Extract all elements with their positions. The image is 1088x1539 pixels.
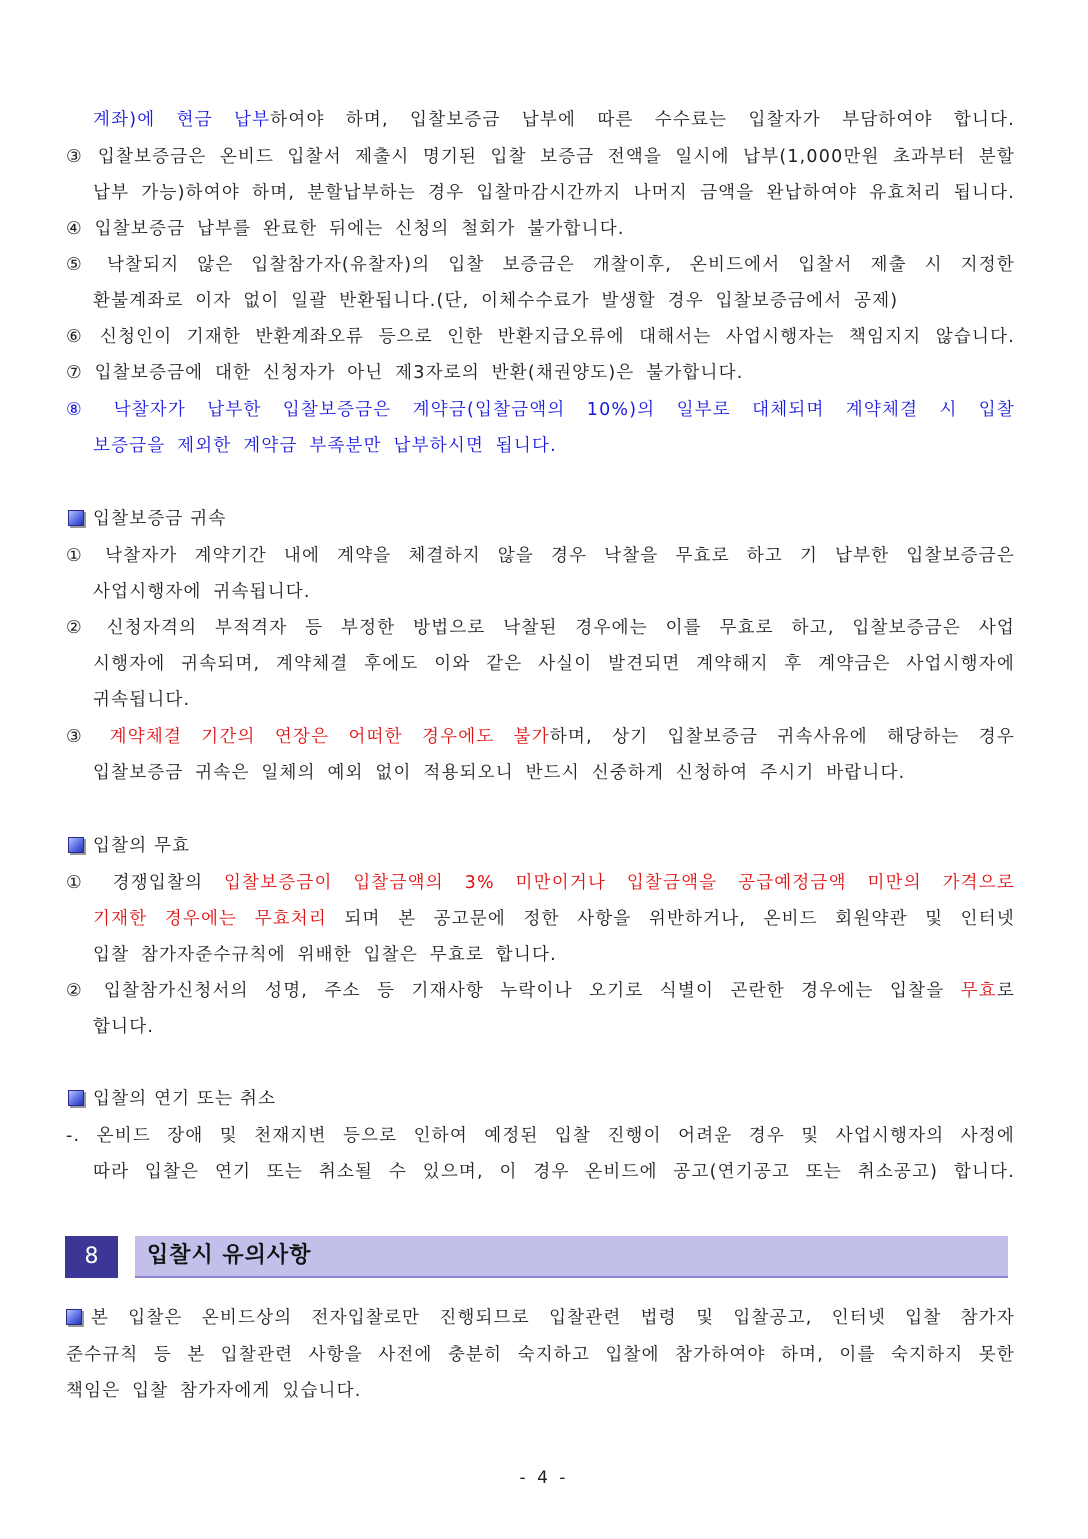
forfeit-item-3 [66,725,1015,749]
forfeit-heading-text: 입찰보증금 귀속 [93,509,227,529]
invalid-item-1-cont-highlight: 기재한 경우에는 무효처리 [93,909,328,929]
invalid-item-1-cont-rest: 되며 본 공고문에 정한 사항을 위반하거나, 온비드 회원약관 및 인터넷 [327,909,1015,929]
deposit-line-1-rest: 하여야 하며, 입찰보증금 납부에 따른 수수료는 입찰자가 부담하여야 합니다. [270,110,1015,130]
invalid-item-1-cont2: 입찰 참가자준수규칙에 위배한 입찰은 무효로 합니다. [93,945,557,965]
deposit-item-4: ④ 입찰보증금 납부를 완료한 뒤에는 신청의 철회가 불가합니다. [66,219,625,239]
forfeit-item-1: ① 낙찰자가 계약기간 내에 계약을 체결하지 않을 경우 낙찰을 무효로 하고 기 납부한 입찰보증금은 [66,546,1015,566]
invalid-item-2-pre: ② 입찰참가신청서의 성명, 주소 등 기재사항 누락이나 오기로 식별이 곤란한 경우에는 입찰을 [66,981,961,1001]
postpone-heading [68,1087,276,1111]
deposit-line-1 [93,108,1015,132]
invalid-item-2-highlight: 무효 [960,981,997,1001]
forfeit-item-2-cont2: 귀속됩니다. [93,690,191,710]
deposit-item-7: ⑦ 입찰보증금에 대한 신청자가 아닌 제3자로의 반환(채권양도)은 불가합니다. [66,363,744,383]
forfeit-item-3-rest: 하며, 상기 입찰보증금 귀속사유에 해당하는 경우 [549,727,1016,747]
deposit-item-8-cont: 보증금을 제외한 계약금 부족분만 납부하시면 됩니다. [93,436,557,456]
deposit-item-3: ③ 입찰보증금은 온비드 입찰서 제출시 명기된 입찰 보증금 전액을 일시에 납부(1,000만원 초과부터 분할 [66,147,1015,167]
forfeit-item-1-cont: 사업시행자에 귀속됩니다. [93,582,311,602]
square-bullet-icon [66,1309,82,1325]
forfeit-item-3-highlight: 계약체결 기간의 연장은 어떠한 경우에도 불가 [109,727,550,747]
deposit-item-5: ⑤ 낙찰되지 않은 입찰참가자(유찰자)의 입찰 보증금은 개찰이후, 온비드에서 입찰서 제출 시 지정한 [66,255,1015,275]
postpone-item-1-cont: 따라 입찰은 연기 또는 취소될 수 있으며, 이 경우 온비드에 공고(연기공고 또는 취소공고) 합니다. [93,1162,1015,1182]
deposit-item-6: ⑥ 신청인이 기재한 반환계좌오류 등으로 인한 반환지급오류에 대해서는 사업시행자는 책임지지 않습니다. [66,327,1015,347]
invalid-heading-text: 입찰의 무효 [93,836,191,856]
deposit-item-8: ⑧ 낙찰자가 납부한 입찰보증금은 계약금(입찰금액의 10%)의 일부로 대체되며 계약체결 시 입찰 [66,400,1015,420]
postpone-heading-text: 입찰의 연기 또는 취소 [93,1089,277,1109]
deposit-line-1-highlight: 계좌)에 현금 납부 [93,110,271,130]
square-bullet-icon [68,1090,84,1106]
deposit-item-3-cont: 납부 가능)하여야 하며, 분할납부하는 경우 입찰마감시간까지 나머지 금액을 완납하여야 유효처리 됩니다. [93,183,1015,203]
invalid-item-1-pre: ① 경쟁입찰의 [66,873,224,893]
section-number: 8 [65,1236,118,1278]
notice-line-2: 준수규칙 등 본 입찰관련 사항을 사전에 충분히 숙지하고 입찰에 참가하여야 하며, 이를 숙지하지 못한 [66,1345,1015,1365]
section-title-bar [135,1236,1008,1278]
invalid-item-2-cont: 합니다. [93,1017,155,1037]
square-bullet-icon [68,510,84,526]
square-bullet-icon [68,837,84,853]
notice-line-1-text: 본 입찰은 온비드상의 전자입찰로만 진행되므로 입찰관련 법령 및 입찰공고, 인터넷 입찰 참가자 [91,1308,1015,1328]
forfeit-item-2: ② 신청자격의 부적격자 등 부정한 방법으로 낙찰된 경우에는 이를 무효로 하고, 입찰보증금은 사업 [66,618,1015,638]
invalid-item-1-cont [93,907,1015,931]
invalid-item-2 [66,979,1015,1003]
notice-line-3: 책임은 입찰 참가자에게 있습니다. [66,1381,362,1401]
invalid-item-1-highlight: 입찰보증금이 입찰금액의 3% 미만이거나 입찰금액을 공급예정금액 미만의 가격으로 [223,873,1015,893]
deposit-item-5-cont: 환불계좌로 이자 없이 일괄 반환됩니다.(단, 이체수수료가 발생할 경우 입찰보증금에서 공제) [93,291,899,311]
notice-line-1 [66,1306,1015,1330]
forfeit-item-3-num: ③ [66,727,110,747]
forfeit-item-2-cont: 시행자에 귀속되며, 계약체결 후에도 이와 같은 사실이 발견되면 계약해지 후 계약금은 사업시행자에 [93,654,1015,674]
section-title: 입찰시 유의사항 [147,1243,312,1268]
invalid-item-2-post: 로 [996,981,1015,1001]
forfeit-item-3-cont: 입찰보증금 귀속은 일체의 예외 없이 적용되오니 반드시 신중하게 신청하여 주시기 바랍니다. [93,763,906,783]
page-number: - 4 - [519,1468,569,1488]
invalid-item-1 [66,871,1015,895]
postpone-item-1: -. 온비드 장애 및 천재지변 등으로 인하여 예정된 입찰 진행이 어려운 경우 및 사업시행자의 사정에 [66,1126,1015,1146]
invalid-heading [68,834,190,858]
forfeit-heading [68,507,227,531]
